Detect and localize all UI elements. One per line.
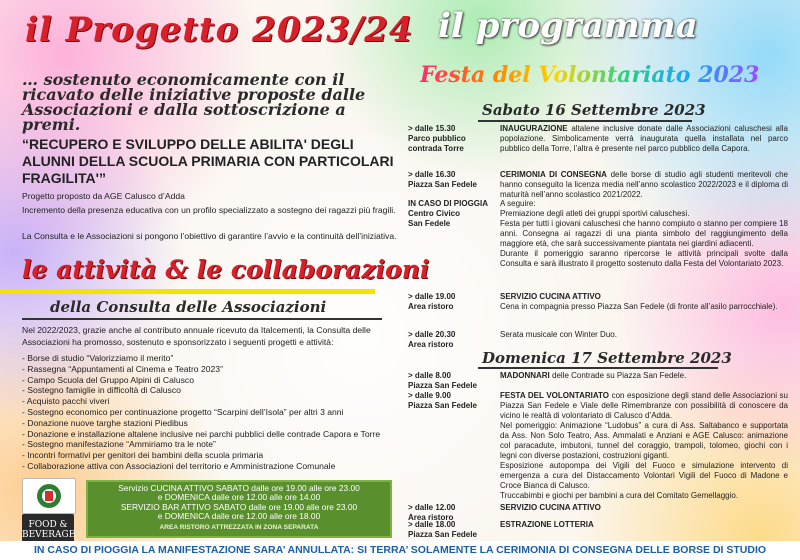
- proposed-by: Progetto proposto da AGE Calusco d’Adda: [22, 191, 185, 201]
- crest-icon: [23, 479, 75, 513]
- service-line-2: e DOMENICA dalle ore 12.00 alle ore 14.00: [157, 492, 321, 503]
- program-when: > dalle 8.00 Piazza San Fedele: [408, 371, 477, 390]
- logos: [22, 478, 74, 548]
- program-when: > dalle 15.30 Parco pubblico contrada Torre: [408, 124, 466, 153]
- municipality-logo: [22, 478, 76, 514]
- program-text: delle Contrade su Piazza San Fedele.: [549, 371, 687, 380]
- program-description: [500, 520, 788, 530]
- program-heading: SERVIZIO CUCINA ATTIVO: [500, 292, 601, 301]
- activity-item: - Incontri formativi per genitori dei bambini della scuola primaria: [22, 450, 264, 461]
- program-description: [500, 170, 788, 200]
- program-text: Serata musicale con Winter Duo.: [500, 330, 617, 339]
- program-title: il programma: [438, 6, 698, 46]
- consulta-title: della Consulta delle Associazioni: [50, 298, 327, 316]
- activity-item: - Donazione nuove targhe stazioni Piedibus: [22, 417, 188, 428]
- program-description: [500, 503, 788, 513]
- program-heading: CERIMONIA DI CONSEGNA: [500, 170, 607, 179]
- program-text: A seguire: Premiazione degli atleti dei gruppi sportivi caluschesi. Festa per tutti i giovani caluschesi che hanno compiuto o stanno per compiere 18 anni. Consegna ai ragazzi di una pianta simbolo del raggiungimento della maggiore età, che sarà successivamente piantata nei giardini adiacenti. Durante il pomeriggio saranno ripercorse le attività principali svolte dalla Consulta e sarà illustrato il progetto sostenuto dalla Festa del Volontariato 2023.: [500, 199, 788, 268]
- activity-item: - Sostegno economico per continuazione progetto “Scarpini dell’Isola” per altri 3 anni: [22, 406, 344, 417]
- program-heading: FESTA DEL VOLONTARIATO: [500, 391, 609, 400]
- service-line-4: e DOMENICA dalle ore 12.00 alle ore 18.00: [157, 511, 321, 522]
- increment-text: Incremento della presenza educativa con un profilo specializzato a sostegno dei ragazzi più fragili.: [22, 205, 396, 215]
- yellow-divider: [0, 289, 375, 294]
- service-area: AREA RISTORO ATTREZZATA IN ZONA SEPARATA: [159, 523, 319, 531]
- festa-title: Festa del Volontariato 2023: [420, 62, 760, 88]
- program-when: > dalle 18.00 Piazza San Fedele: [408, 520, 477, 539]
- program-description: [500, 330, 788, 340]
- program-text: altalene inclusive donate dalle Associazioni caluschesi alla popolazione. Simbolicamente verrà inaugurata quella installata nel parco pubblico della Torre, l’altra è presente nel parco pubblico della Capora.: [500, 124, 788, 153]
- consulta-commitment: La Consulta e le Associazioni si pongono l’obiettivo di garantire l’avvio e la continuità dell’iniziativa.: [22, 231, 397, 241]
- sunday-underline: [478, 367, 718, 369]
- activity-item: - Collaborazione attiva con Associazioni del territorio e Amministrazione Comunale: [22, 460, 336, 471]
- program-description: [500, 124, 788, 154]
- saturday-underline: [478, 120, 692, 122]
- activity-item: - Borse di studio “Valorizziamo il merito”: [22, 353, 174, 363]
- activity-item: - Rassegna “Appuntamenti al Cinema e Teatro 2023”: [22, 363, 223, 374]
- rain-notice: IN CASO DI PIOGGIA LA MANIFESTAZIONE SARA’ ANNULLATA: SI TERRA’ SOLAMENTE LA CERIMONIA DI CONSEGNA DELLE BORSE DI STUDIO: [33, 544, 767, 556]
- program-heading: SERVIZIO CUCINA ATTIVO: [500, 503, 601, 512]
- activities-title: le attività & le collaborazioni: [22, 255, 430, 284]
- consulta-underline: [22, 318, 382, 320]
- project-heading: “RECUPERO E SVILUPPO DELLE ABILITA' DEGLI ALUNNI DELLA SCUOLA PRIMARIA CON PARTICOLARI FRAGILITA'”: [22, 136, 394, 186]
- intro-text: … sostenuto economicamente con il ricavato delle iniziative proposte dalle Associazioni e dalla sottoscrizione a premi.: [22, 70, 366, 134]
- program-text: Cena in compagnia presso Piazza San Fedele (di fronte all’asilo parrocchiale).: [500, 302, 778, 311]
- program-heading: MADONNARI: [500, 371, 550, 380]
- program-heading: ESTRAZIONE LOTTERIA: [500, 520, 594, 529]
- activities-intro: Nel 2022/2023, grazie anche al contributo annuale ricevuto da Italcementi, la Consulta delle Associazioni ha promosso, sostenuto e sponsorizzato i seguenti progetti e attività:: [22, 325, 371, 347]
- program-when: > dalle 9.00 Piazza San Fedele: [408, 391, 477, 410]
- sunday-title: Domenica 17 Settembre 2023: [482, 349, 732, 367]
- program-description: [500, 199, 788, 269]
- activity-item: - Sostegno famiglie in difficoltà di Calusco: [22, 385, 181, 396]
- program-when: > dalle 16.30 Piazza San Fedele: [408, 170, 477, 189]
- activity-item: - Acquisto pacchi viveri: [22, 396, 110, 407]
- program-text: con esposizione degli stand delle Associazioni su Piazza San Fedele e Viale delle Rimembranze con possibilità di conoscere da vicino le realtà di volontariato di Calusco d’Adda. Nel pomeriggio: Animazione “Ludobus” a cura di Ass. Saltabanco e supportata da Ass. Non Solo Teatro, Ass. Ammalati e Anziani e AGE Calusco: animazione col paracadute, imbutoni, tunnel del coraggio, trampoli, tolomeo, giochi con i legni con diverse postazioni, costruzioni giganti. Esposizione autopompa dei Vigili del Fuoco e simulazione intervento di emergenza a cura del Distaccamento Volontari Vigili del Fuoco di Madone e Croce Bianca di Calusco. Truccabimbi e giochi per bambini a cura del Comitato Gemellaggio.: [500, 391, 788, 500]
- activity-item: - Sostegno manifestazione “Ammiriamo tra le note”: [22, 439, 216, 450]
- program-when: > dalle 20.30 Area ristoro: [408, 330, 456, 349]
- activities-list: [22, 353, 402, 472]
- program-when: > dalle 19.00 Area ristoro: [408, 292, 456, 311]
- program-heading: INAUGURAZIONE: [500, 124, 568, 133]
- program-description: [500, 391, 788, 501]
- program-description: [500, 371, 788, 381]
- activity-item: - Donazione e installazione altalene inclusive nei parchi pubblici delle contrade Capora e Torre: [22, 428, 381, 439]
- service-line-1: Servizio CUCINA ATTIVO SABATO dalle ore 19.00 alle ore 23.00: [118, 483, 360, 493]
- project-title: il Progetto 2023/24: [25, 10, 414, 50]
- program-when: > dalle 12.00 Area ristoro: [408, 503, 456, 522]
- program-text: delle borse di studio agli studenti meritevoli che hanno conseguito la licenza media nell’anno scolastico 2022/2023 e il diploma di maturità nell’anno scolastico 2021/2022.: [500, 170, 788, 199]
- food-beverage-logo: FOOD & BEVERAGE: [22, 514, 74, 548]
- program-description: [500, 292, 788, 312]
- saturday-title: Sabato 16 Settembre 2023: [482, 101, 706, 119]
- program-when: IN CASO DI PIOGGIA Centro Civico San Fedele: [408, 199, 489, 228]
- activity-item: - Campo Scuola del Gruppo Alpini di Calusco: [22, 374, 194, 385]
- service-box: [86, 480, 392, 538]
- service-line-3: SERVIZIO BAR ATTIVO SABATO dalle ore 19.00 alle ore 23.00: [120, 501, 358, 512]
